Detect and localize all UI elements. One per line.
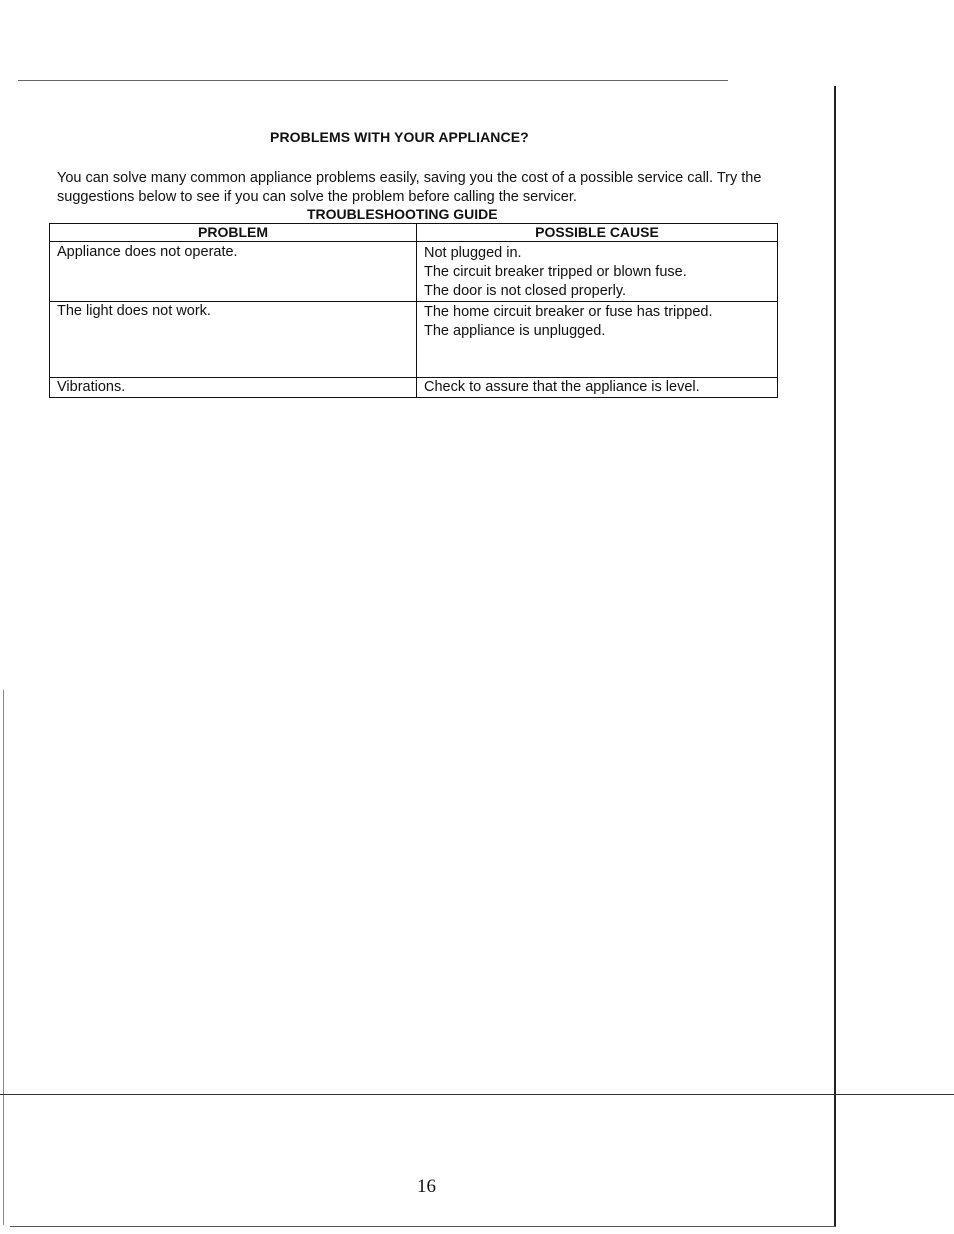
cause-cell [417, 242, 778, 302]
cause-cell [417, 378, 778, 398]
scan-artifact-top-line [18, 80, 728, 81]
column-header-problem: PROBLEM [50, 224, 417, 242]
column-header-possible-cause: POSSIBLE CAUSE [417, 224, 778, 242]
problem-cell: The light does not work. [50, 302, 417, 378]
page-number: 16 [417, 1176, 436, 1197]
table-row [50, 378, 778, 398]
table-row [50, 302, 778, 378]
troubleshooting-guide-title: TROUBLESHOOTING GUIDE [307, 206, 498, 222]
table-row [50, 242, 778, 302]
cause-line: The home circuit breaker or fuse has tripped. [424, 304, 713, 320]
scan-artifact-right-edge [834, 86, 836, 1226]
cause-line: The door is not closed properly. [424, 283, 627, 299]
cause-line: The appliance is unplugged. [424, 323, 606, 339]
cause-cell [417, 302, 778, 378]
problem-cell: Vibrations. [50, 378, 417, 398]
cause-line: The circuit breaker tripped or blown fuse. [424, 264, 687, 280]
troubleshooting-table [49, 223, 778, 398]
table-header-row [50, 224, 778, 242]
problem-cell: Appliance does not operate. [50, 242, 417, 302]
scan-artifact-left-edge [3, 690, 4, 1225]
intro-paragraph: You can solve many common appliance problems easily, saving you the cost of a possible service call. Try the suggestions below to see if you can solve the problem before calling the servicer. [57, 170, 762, 205]
cause-line: Not plugged in. [424, 245, 522, 261]
page-title: PROBLEMS WITH YOUR APPLIANCE? [270, 129, 529, 145]
cause-line: Check to assure that the appliance is level. [424, 379, 700, 395]
scan-artifact-bottom-edge [10, 1226, 836, 1227]
footer-rule [0, 1094, 954, 1095]
